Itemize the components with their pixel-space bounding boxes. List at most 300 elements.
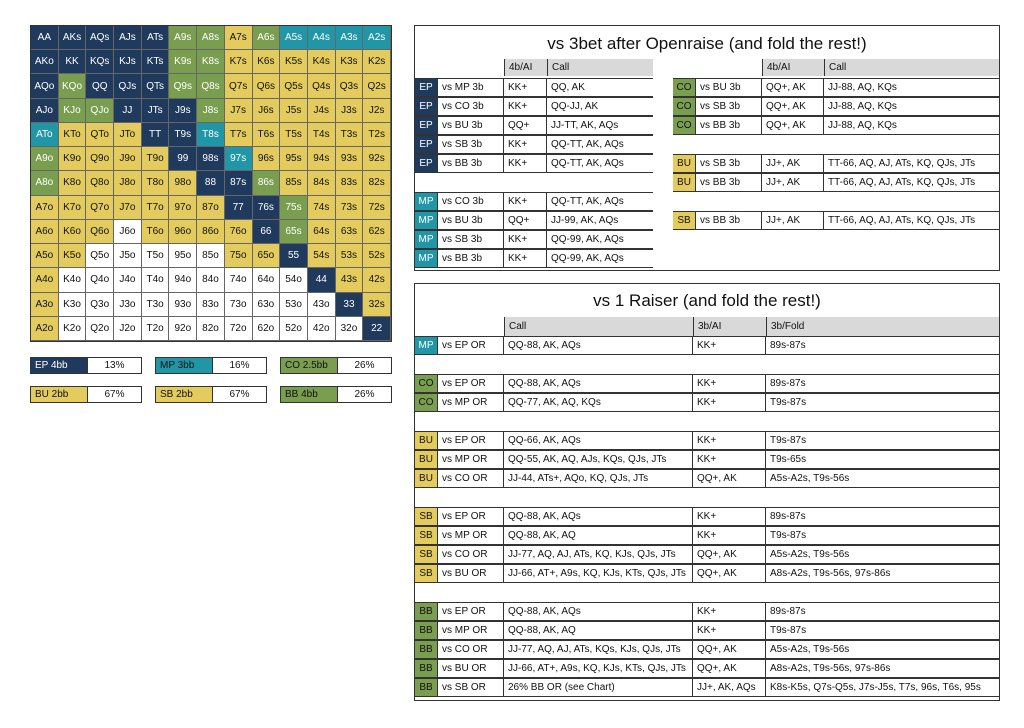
hand-cell: T2o [142, 317, 170, 341]
hand-cell: A8o [31, 171, 59, 195]
hand-cell: 95o [169, 244, 197, 268]
position-badge: SB [673, 212, 696, 229]
call-cell: JJ-77, AQ, AJ, ATs, KQs, KJs, QJs, JTs [504, 641, 693, 658]
hand-cell: 66 [253, 220, 281, 244]
fold-cell: A8s-A2s, T9s-56s, 97s-86s [770, 568, 891, 579]
hand-cell: 84o [197, 268, 225, 292]
hand-cell: 97o [169, 196, 197, 220]
vs-cell: vs BU 3b [696, 79, 762, 96]
vs-cell: vs CO OR [438, 641, 504, 658]
hand-cell: 93o [169, 293, 197, 317]
table-row [415, 507, 999, 526]
hand-cell: AA [31, 26, 59, 50]
position-badge: SB [415, 527, 438, 544]
fold-cell: T9s-65s [770, 454, 807, 465]
hand-cell: Q5o [86, 244, 114, 268]
hand-cell: A6s [253, 26, 281, 50]
hand-cell: 53o [280, 293, 308, 317]
ai-cell: KK+ [693, 603, 766, 620]
hand-cell: 72s [363, 196, 391, 220]
hand-cell: 96s [253, 147, 281, 171]
hand-cell: 63s [336, 220, 364, 244]
table-row [415, 640, 999, 659]
c1-cell: JJ+, AK [762, 155, 824, 172]
call-cell: QQ-66, AK, AQs [504, 432, 693, 449]
hand-cell: 94s [308, 147, 336, 171]
legend-percent: 26% [337, 358, 391, 373]
c1-cell: JJ+, AK [762, 174, 824, 191]
table-row [415, 192, 653, 211]
position-badge: CO [673, 79, 696, 96]
position-badge: EP [415, 155, 438, 172]
hand-cell: QTo [86, 123, 114, 147]
hand-cell: 87o [197, 196, 225, 220]
hand-cell: KTo [59, 123, 87, 147]
legend-item [155, 386, 267, 403]
position-badge: BB [415, 660, 438, 677]
position-badge: CO [673, 117, 696, 134]
hand-cell: 87s [225, 171, 253, 195]
fold-cell: 89s-87s [770, 340, 806, 351]
fold-cell: A5s-A2s, T9s-56s [770, 549, 850, 560]
hand-cell: T4s [308, 123, 336, 147]
c1-cell: QQ+, AK [762, 98, 824, 115]
hand-cell: 76s [253, 196, 281, 220]
table-row [415, 374, 999, 393]
hand-cell: J4s [308, 99, 336, 123]
hand-cell: 65s [280, 220, 308, 244]
hand-cell: ATo [31, 123, 59, 147]
legend-percent: 67% [212, 387, 266, 402]
vs-cell: vs EP OR [438, 432, 504, 449]
hand-cell: QQ [86, 74, 114, 98]
hand-cell: K7s [225, 50, 253, 74]
c1-cell: KK+ [504, 79, 547, 96]
table-row [415, 564, 999, 583]
position-badge: EP [415, 136, 438, 153]
vs-3bet-right-header-4bai: 4b/AI [762, 59, 824, 76]
hand-cell: K4o [59, 268, 87, 292]
call-cell: 26% BB OR (see Chart) [504, 679, 693, 696]
position-badge: SB [415, 565, 438, 582]
hand-cell: 74s [308, 196, 336, 220]
hand-cell: T6o [142, 220, 170, 244]
hand-cell: KJs [114, 50, 142, 74]
table-row [415, 659, 999, 678]
position-badge: BB [415, 622, 438, 639]
c1-cell: QQ+, AK [762, 79, 824, 96]
vs-3bet-right-header-call: Call [824, 59, 999, 76]
hand-cell: K6o [59, 220, 87, 244]
hand-cell: QJo [86, 99, 114, 123]
hand-cell: 32o [336, 317, 364, 341]
vs-cell: vs MP OR [438, 451, 504, 468]
hand-cell: Q9o [86, 147, 114, 171]
hand-cell: Q9s [169, 74, 197, 98]
c1-cell: QQ+ [504, 212, 547, 229]
vs-cell: vs MP OR [438, 622, 504, 639]
table-row [415, 431, 999, 450]
hand-cell: 93s [336, 147, 364, 171]
hand-cell: K3s [336, 50, 364, 74]
ai-cell: KK+ [693, 375, 766, 392]
table-row [415, 545, 999, 564]
vs-cell: vs BB 3b [696, 117, 762, 134]
hand-cell: 32s [363, 293, 391, 317]
hand-cell: AQs [86, 26, 114, 50]
hand-cell: 83o [197, 293, 225, 317]
hand-cell: J3s [336, 99, 364, 123]
hand-cell: JJ [114, 99, 142, 123]
legend-item [280, 357, 392, 374]
hand-cell: A7s [225, 26, 253, 50]
hand-cell: 76o [225, 220, 253, 244]
vs-cell: vs BU 3b [438, 212, 504, 229]
hand-cell: Q2o [86, 317, 114, 341]
position-badge: SB [415, 546, 438, 563]
hand-cell: T5o [142, 244, 170, 268]
position-badge: BU [673, 155, 696, 172]
hand-cell: AKo [31, 50, 59, 74]
hand-cell: 98s [197, 147, 225, 171]
vs-cell: vs SB 3b [696, 155, 762, 172]
ai-cell: QQ+, AK [693, 641, 766, 658]
hand-cell: J4o [114, 268, 142, 292]
hand-cell: A2s [363, 26, 391, 50]
hand-cell: Q7s [225, 74, 253, 98]
hand-cell: Q6o [86, 220, 114, 244]
hand-cell: Q7o [86, 196, 114, 220]
call-cell: QQ-88, AK, AQs [504, 375, 693, 392]
vs-cell: vs BB 3b [696, 174, 762, 191]
c2-cell: QQ-99, AK, AQs [551, 234, 624, 245]
hand-cell: T3s [336, 123, 364, 147]
fold-cell: T9s-87s [770, 530, 807, 541]
ai-cell: QQ+, AK [693, 546, 766, 563]
call-cell: QQ-88, AK, AQ [504, 527, 693, 544]
legend-percent: 26% [337, 387, 391, 402]
hand-cell: Q6s [253, 74, 281, 98]
position-badge: MP [415, 231, 438, 248]
hand-cell: J6o [114, 220, 142, 244]
hand-cell: T2s [363, 123, 391, 147]
table-row [415, 249, 653, 268]
fold-cell: 89s-87s [770, 511, 806, 522]
c2-cell: QQ-TT, AK, AQs [551, 139, 624, 150]
hand-cell: A7o [31, 196, 59, 220]
vs-cell: vs CO OR [438, 470, 504, 487]
hand-cell: 82s [363, 171, 391, 195]
table-row [415, 154, 653, 173]
hand-cell: 85s [280, 171, 308, 195]
hand-cell: KTs [142, 50, 170, 74]
hand-cell: J9o [114, 147, 142, 171]
hand-cell: 33 [336, 293, 364, 317]
hand-cell: 85o [197, 244, 225, 268]
legend-label: BB 4bb [281, 387, 337, 402]
vs-cell: vs EP OR [438, 603, 504, 620]
call-cell: QQ-55, AK, AQ, AJs, KQs, QJs, JTs [504, 451, 693, 468]
hand-cell: 95s [280, 147, 308, 171]
hand-cell: J5o [114, 244, 142, 268]
hand-cell: T5s [280, 123, 308, 147]
vs-3bet-panel [414, 25, 1000, 271]
table-row [415, 116, 653, 135]
vs-cell: vs SB 3b [696, 98, 762, 115]
position-badge: MP [415, 212, 438, 229]
hand-cell: 54s [308, 244, 336, 268]
hand-cell: KQo [59, 74, 87, 98]
position-badge: BB [415, 641, 438, 658]
position-badge: BU [415, 451, 438, 468]
vs-cell: vs MP OR [438, 527, 504, 544]
hand-cell: A5o [31, 244, 59, 268]
table-row [415, 602, 999, 621]
hand-cell: AJs [114, 26, 142, 50]
c2-cell: JJ-TT, AK, AQs [551, 120, 619, 131]
ai-cell: KK+ [693, 432, 766, 449]
hand-cell: A6o [31, 220, 59, 244]
hand-cell: K4s [308, 50, 336, 74]
hand-cell: Q5s [280, 74, 308, 98]
fold-cell: K8s-K5s, Q7s-Q5s, J7s-J5s, T7s, 96s, T6s, 95s [770, 682, 981, 693]
table-row [415, 393, 999, 412]
hand-cell: 88 [197, 171, 225, 195]
vs-cell: vs SB OR [438, 679, 504, 696]
hand-cell: 96o [169, 220, 197, 244]
hand-cell: J6s [253, 99, 281, 123]
fold-cell: T9s-87s [770, 397, 807, 408]
call-cell: JJ-66, AT+, A9s, KQ, KJs, KTs, QJs, JTs [504, 660, 693, 677]
hand-cell: A8s [197, 26, 225, 50]
ai-cell: KK+ [693, 394, 766, 411]
hand-cell: A2o [31, 317, 59, 341]
hand-cell: 63o [253, 293, 281, 317]
position-badge: CO [415, 394, 438, 411]
legend-label: SB 2bb [156, 387, 212, 402]
hand-cell: 62s [363, 220, 391, 244]
vs-cell: vs SB 3b [438, 136, 504, 153]
hand-cell: 64o [253, 268, 281, 292]
hand-cell: 84s [308, 171, 336, 195]
legend-percent: 16% [212, 358, 266, 373]
call-cell: QQ-88, AK, AQs [504, 603, 693, 620]
table-row [415, 450, 999, 469]
position-badge: BU [673, 174, 696, 191]
hand-cell: KQs [86, 50, 114, 74]
hand-cell: T6s [253, 123, 281, 147]
position-badge: MP [415, 337, 438, 354]
table-row [673, 97, 999, 116]
c2-cell: TT-66, AQ, AJ, ATs, KQ, QJs, JTs [828, 158, 976, 169]
hand-cell: KK [59, 50, 87, 74]
hand-cell: JTs [142, 99, 170, 123]
hand-cell: K5o [59, 244, 87, 268]
hand-cell: 92s [363, 147, 391, 171]
hand-cell: J8s [197, 99, 225, 123]
call-cell: QQ-88, AK, AQs [504, 508, 693, 525]
table-row [415, 97, 653, 116]
c2-cell: QQ-JJ, AK [551, 101, 599, 112]
hand-cell: T7s [225, 123, 253, 147]
hand-cell: 52o [280, 317, 308, 341]
position-badge: EP [415, 79, 438, 96]
table-row [415, 469, 999, 488]
hand-cell: 43o [308, 293, 336, 317]
hand-cell: 75o [225, 244, 253, 268]
fold-cell: T9s-87s [770, 625, 807, 636]
vs-cell: vs SB 3b [438, 231, 504, 248]
hand-cell: 42s [363, 268, 391, 292]
hand-cell: K7o [59, 196, 87, 220]
hand-cell: 73s [336, 196, 364, 220]
raiser-header-3bai: 3b/AI [693, 317, 766, 336]
hand-cell: AKs [59, 26, 87, 50]
vs-cell: vs MP OR [438, 394, 504, 411]
table-row [415, 678, 999, 697]
vs-cell: vs BU OR [438, 565, 504, 582]
hand-cell: A9s [169, 26, 197, 50]
hand-cell: K9s [169, 50, 197, 74]
fold-cell: A5s-A2s, T9s-56s [770, 644, 850, 655]
hand-cell: Q4o [86, 268, 114, 292]
legend-label: BU 2bb [31, 387, 87, 402]
vs-cell: vs EP OR [438, 337, 504, 354]
position-badge: EP [415, 117, 438, 134]
fold-cell: 89s-87s [770, 378, 806, 389]
hand-cell: Q3o [86, 293, 114, 317]
vs-cell: vs BU OR [438, 660, 504, 677]
hand-cell: J8o [114, 171, 142, 195]
c1-cell: KK+ [504, 98, 547, 115]
hand-cell: 86s [253, 171, 281, 195]
table-row [415, 211, 653, 230]
ai-cell: KK+ [693, 337, 766, 354]
hand-cell: A5s [280, 26, 308, 50]
hand-cell: JTo [114, 123, 142, 147]
hand-cell: K3o [59, 293, 87, 317]
hand-cell: 73o [225, 293, 253, 317]
legend-label: EP 4bb [31, 358, 87, 373]
call-cell: JJ-66, AT+, A9s, KQ, KJs, KTs, QJs, JTs [504, 565, 693, 582]
legend-label: MP 3bb [156, 358, 212, 373]
vs-cell: vs BU 3b [438, 117, 504, 134]
table-row [415, 336, 999, 355]
hand-cell: 94o [169, 268, 197, 292]
position-badge: BB [415, 679, 438, 696]
table-row [673, 211, 999, 230]
hand-cell: K8s [197, 50, 225, 74]
hand-cell: 86o [197, 220, 225, 244]
c2-cell: TT-66, AQ, AJ, ATs, KQ, QJs, JTs [828, 215, 976, 226]
call-cell: QQ-77, AK, AQ, KQs [504, 394, 693, 411]
hand-cell: 65o [253, 244, 281, 268]
table-row [415, 526, 999, 545]
c1-cell: KK+ [504, 193, 547, 210]
ai-cell: QQ+, AK [693, 565, 766, 582]
raiser-header-3bfold: 3b/Fold [766, 317, 999, 336]
hand-cell: A4s [308, 26, 336, 50]
c2-cell: JJ-99, AK, AQs [551, 215, 619, 226]
vs-cell: vs MP 3b [438, 79, 504, 96]
ai-cell: KK+ [693, 527, 766, 544]
vs-cell: vs EP OR [438, 508, 504, 525]
call-cell: QQ-88, AK, AQs [504, 337, 693, 354]
call-cell: JJ-44, ATs+, AQo, KQ, QJs, JTs [504, 470, 693, 487]
position-badge: BB [415, 603, 438, 620]
hand-cell: QJs [114, 74, 142, 98]
hand-cell: 75s [280, 196, 308, 220]
ai-cell: KK+ [693, 451, 766, 468]
fold-cell: 89s-87s [770, 606, 806, 617]
position-badge: MP [415, 193, 438, 210]
c2-cell: TT-66, AQ, AJ, ATs, KQ, QJs, JTs [828, 177, 976, 188]
hand-cell: T8o [142, 171, 170, 195]
table-row [415, 78, 653, 97]
legend-percent: 13% [87, 358, 141, 373]
hand-cell: 22 [363, 317, 391, 341]
range-grid [30, 25, 392, 342]
hand-cell: 52s [363, 244, 391, 268]
hand-cell: J7s [225, 99, 253, 123]
ai-cell: JJ+, AK, AQs [693, 679, 766, 696]
table-row [415, 135, 653, 154]
hand-cell: K6s [253, 50, 281, 74]
hand-cell: K8o [59, 171, 87, 195]
hand-cell: T8s [197, 123, 225, 147]
legend-percent: 67% [87, 387, 141, 402]
call-cell: QQ-88, AK, AQ [504, 622, 693, 639]
c2-cell: JJ-88, AQ, KQs [828, 101, 897, 112]
c2-cell: JJ-88, AQ, KQs [828, 82, 897, 93]
c1-cell: KK+ [504, 250, 547, 267]
c2-cell: QQ, AK [551, 82, 585, 93]
hand-cell: K5s [280, 50, 308, 74]
vs-3bet-left-header-4bai: 4b/AI [504, 59, 547, 76]
vs-cell: vs BB 3b [696, 212, 762, 229]
fold-cell: T9s-87s [770, 435, 807, 446]
legend-item [155, 357, 267, 374]
position-badge: BU [415, 432, 438, 449]
position-badge: CO [415, 375, 438, 392]
hand-cell: T3o [142, 293, 170, 317]
hand-cell: AJo [31, 99, 59, 123]
hand-cell: T9s [169, 123, 197, 147]
hand-cell: QTs [142, 74, 170, 98]
hand-cell: AQo [31, 74, 59, 98]
ai-cell: QQ+, AK [693, 470, 766, 487]
legend-item [30, 357, 142, 374]
hand-cell: Q3s [336, 74, 364, 98]
hand-cell: 72o [225, 317, 253, 341]
hand-cell: T7o [142, 196, 170, 220]
table-row [673, 173, 999, 192]
hand-cell: 64s [308, 220, 336, 244]
hand-cell: A4o [31, 268, 59, 292]
hand-cell: 54o [280, 268, 308, 292]
vs-1-raiser-panel [414, 283, 1000, 701]
c1-cell: QQ+, AK [762, 117, 824, 134]
table-row [673, 78, 999, 97]
table-row [415, 621, 999, 640]
hand-cell: J2o [114, 317, 142, 341]
vs-cell: vs EP OR [438, 375, 504, 392]
hand-cell: 62o [253, 317, 281, 341]
hand-cell: Q4s [308, 74, 336, 98]
hand-cell: J5s [280, 99, 308, 123]
c2-cell: QQ-TT, AK, AQs [551, 196, 624, 207]
vs-cell: vs CO 3b [438, 193, 504, 210]
